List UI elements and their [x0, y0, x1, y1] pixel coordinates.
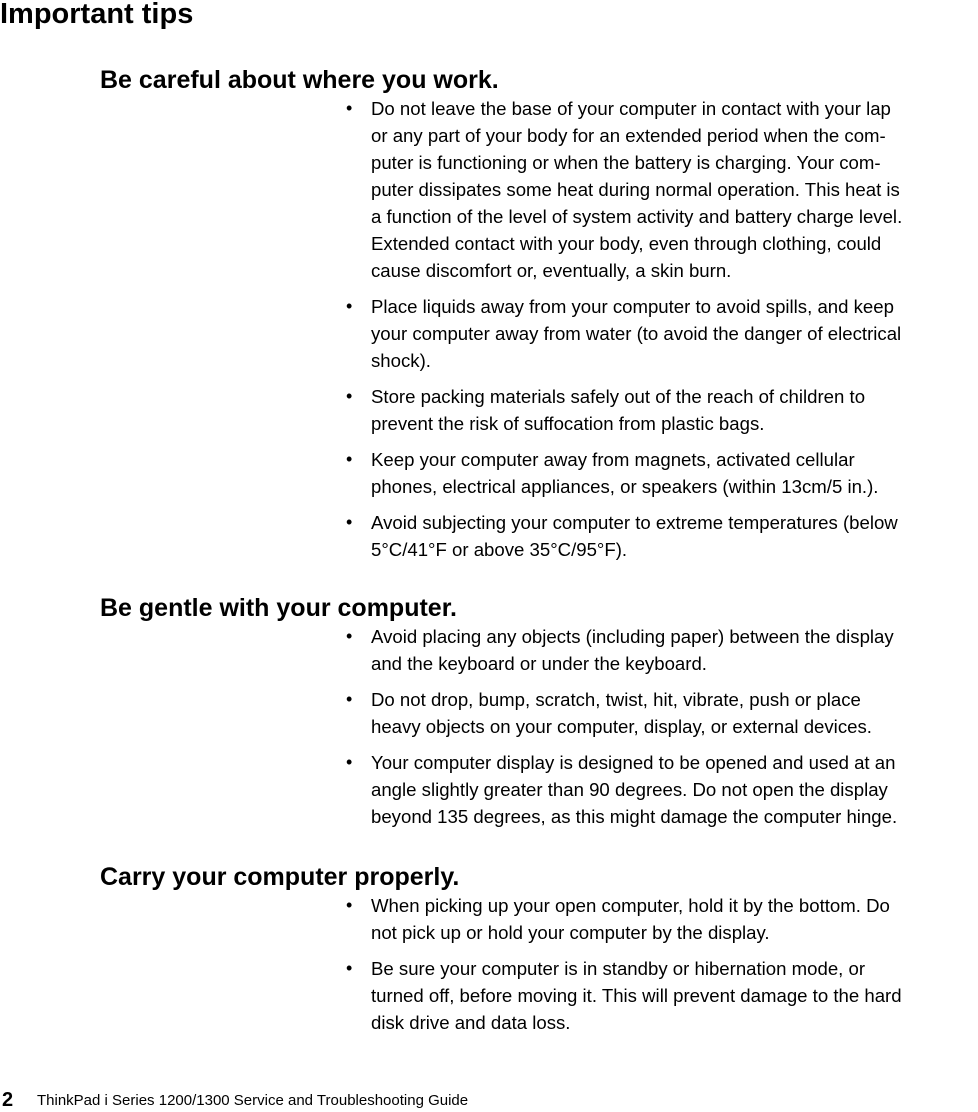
bullet-icon: • [346, 958, 353, 978]
bullet-line: Keep your computer away from magnets, activated cellular [371, 449, 855, 470]
bullet-line: a function of the level of system activity and battery charge level. [371, 206, 903, 227]
list-item [346, 95, 978, 284]
list-item [346, 509, 978, 563]
bullet-line: your computer away from water (to avoid the danger of electrical [371, 323, 902, 344]
bullet-line: turned off, before moving it. This will prevent damage to the hard [371, 985, 902, 1006]
bullet-line: puter is functioning or when the battery is charging. Your com- [371, 152, 881, 173]
list-item [346, 623, 978, 677]
bullet-icon: • [346, 626, 353, 646]
bullet-line: disk drive and data loss. [371, 1012, 571, 1033]
bullet-line: Extended contact with your body, even through clothing, could [371, 233, 882, 254]
section-heading: Carry your computer properly. [100, 863, 460, 891]
bullet-icon: • [346, 98, 353, 118]
list-item [346, 749, 978, 830]
list-item [346, 383, 978, 437]
bullet-line: Do not drop, bump, scratch, twist, hit, vibrate, push or place [371, 689, 861, 710]
bullet-line: beyond 135 degrees, as this might damage the computer hinge. [371, 806, 898, 827]
section-heading: Be gentle with your computer. [100, 594, 457, 622]
bullet-line: angle slightly greater than 90 degrees. Do not open the display [371, 779, 888, 800]
bullet-line: Avoid subjecting your computer to extreme temperatures (below [371, 512, 898, 533]
footer-document-title: ThinkPad i Series 1200/1300 Service and Troubleshooting Guide [37, 1092, 469, 1109]
bullet-line: cause discomfort or, eventually, a skin burn. [371, 260, 732, 281]
bullet-list [0, 95, 978, 563]
bullet-icon: • [346, 752, 353, 772]
bullet-icon: • [346, 895, 353, 915]
bullet-line: phones, electrical appliances, or speakers (within 13cm/5 in.). [371, 476, 879, 497]
list-item [346, 892, 978, 946]
bullet-line: heavy objects on your computer, display, or external devices. [371, 716, 872, 737]
list-item [346, 293, 978, 374]
bullet-line: not pick up or hold your computer by the display. [371, 922, 770, 943]
bullet-icon: • [346, 449, 353, 469]
page-title: Important tips [0, 0, 194, 30]
section-careful-where-you-work [0, 65, 978, 563]
bullet-icon: • [346, 386, 353, 406]
section-heading: Be careful about where you work. [100, 66, 499, 94]
section-carry-computer-properly [0, 862, 978, 1036]
bullet-line: puter dissipates some heat during normal operation. This heat is [371, 179, 900, 200]
bullet-line: prevent the risk of suffocation from plastic bags. [371, 413, 765, 434]
list-item [346, 955, 978, 1036]
bullet-line: or any part of your body for an extended period when the com- [371, 125, 886, 146]
bullet-line: shock). [371, 350, 431, 371]
bullet-line: Place liquids away from your computer to avoid spills, and keep [371, 296, 894, 317]
bullet-line: Your computer display is designed to be opened and used at an [371, 752, 896, 773]
list-item [346, 686, 978, 740]
bullet-icon: • [346, 512, 353, 532]
bullet-icon: • [346, 689, 353, 709]
page-number: 2 [2, 1089, 14, 1111]
bullet-line: and the keyboard or under the keyboard. [371, 653, 707, 674]
list-item [346, 446, 978, 500]
bullet-line: 5°C/41°F or above 35°C/95°F). [371, 539, 628, 560]
bullet-list [0, 623, 978, 830]
section-gentle-with-computer [0, 593, 978, 830]
bullet-line: Be sure your computer is in standby or hibernation mode, or [371, 958, 866, 979]
bullet-line: Do not leave the base of your computer in contact with your lap [371, 98, 891, 119]
bullet-line: When picking up your open computer, hold it by the bottom. Do [371, 895, 890, 916]
bullet-line: Store packing materials safely out of the reach of children to [371, 386, 866, 407]
bullet-line: Avoid placing any objects (including paper) between the display [371, 626, 894, 647]
bullet-icon: • [346, 296, 353, 316]
bullet-list [0, 892, 978, 1036]
